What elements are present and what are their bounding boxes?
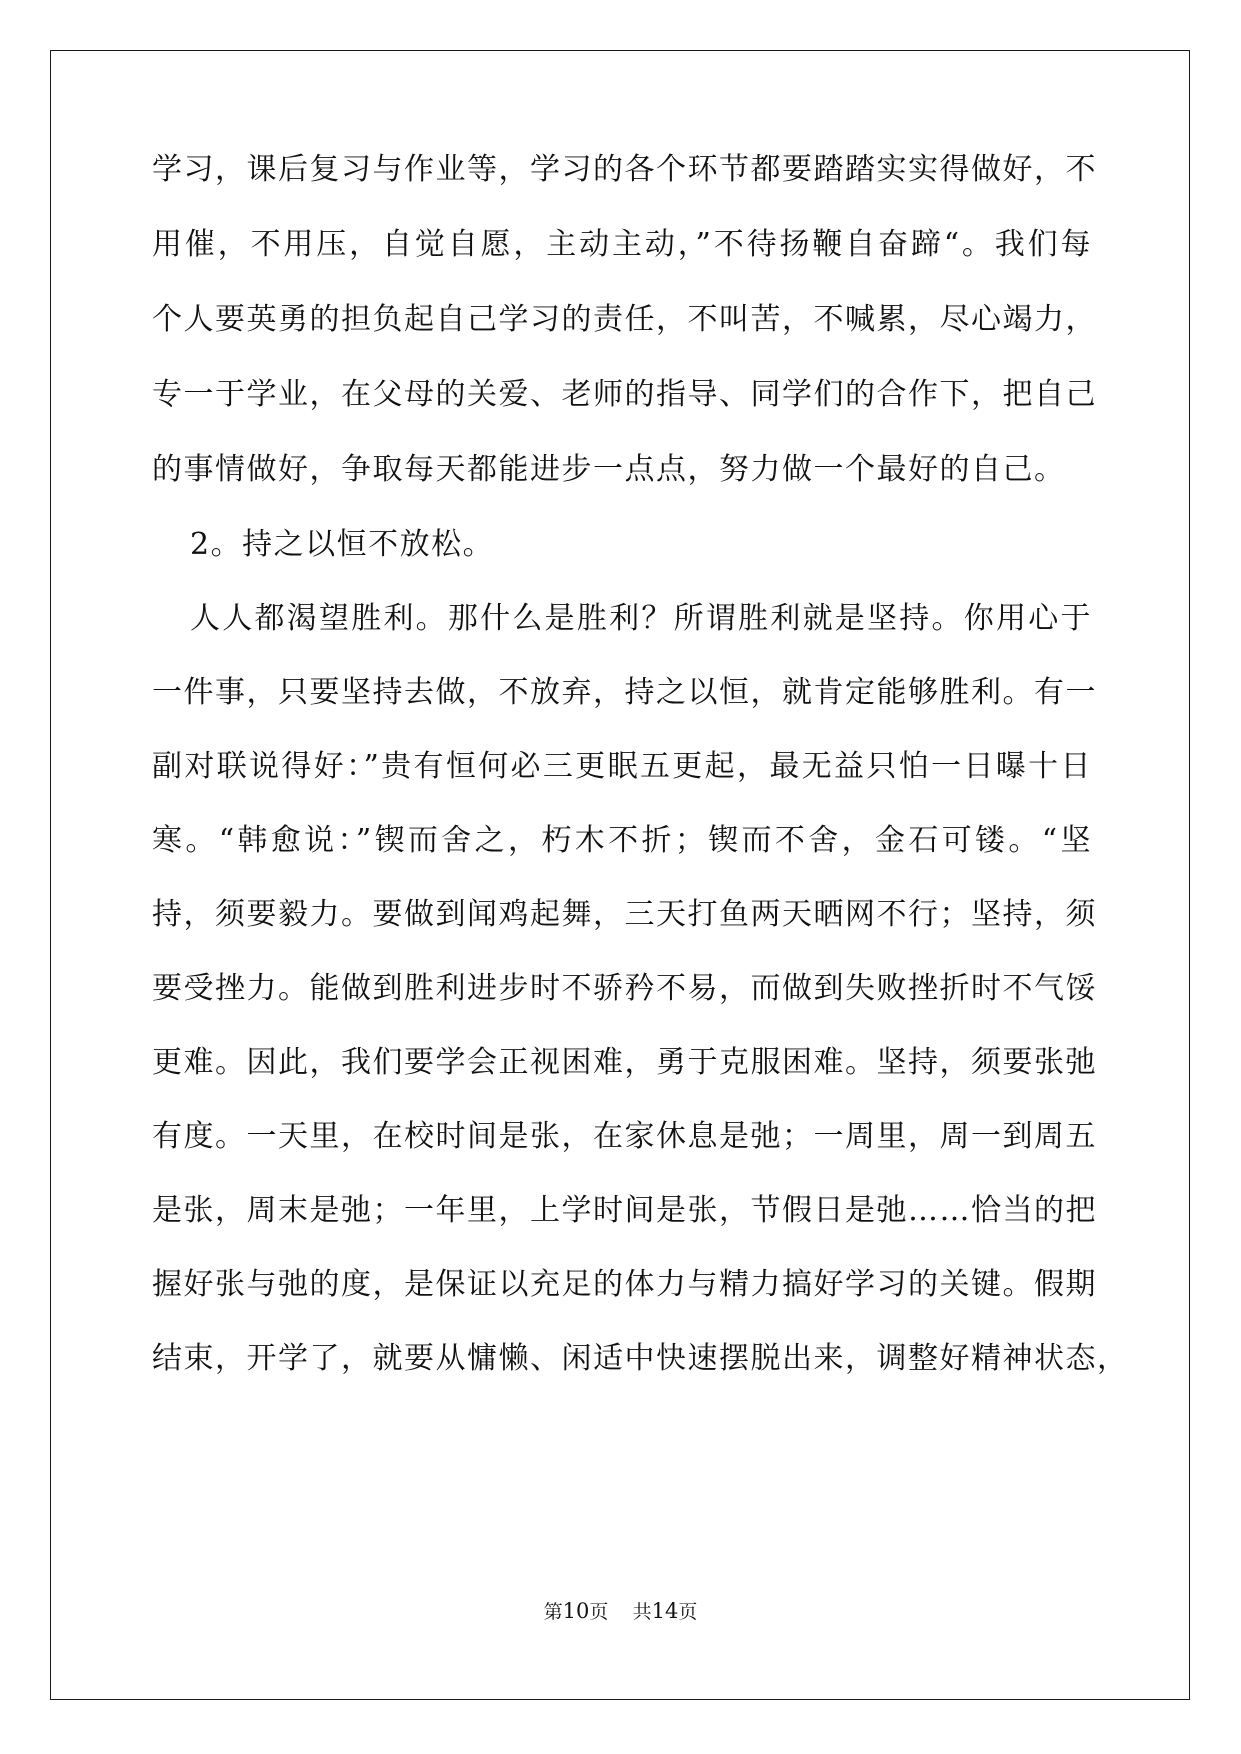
text-line: 专一于学业，在父母的关爱、老师的指导、同学们的合作下，把自己 — [152, 377, 1097, 412]
section-heading: 2。持之以恒不放松。 — [190, 527, 495, 562]
text-line: 要受挫力。能做到胜利进步时不骄矜不易，而做到失败挫折时不气馁 — [152, 971, 1097, 1006]
text-line: 用催，不用压，自觉自愿，主动主动，”不待扬鞭自奋蹄“。我们每 — [152, 227, 1092, 262]
footer-middle: 页 共 — [589, 1601, 652, 1623]
total-pages-number: 14 — [651, 1599, 679, 1623]
text-line: 更难。因此，我们要学会正视困难，勇于克服困难。坚持，须要张弛 — [152, 1045, 1097, 1080]
text-line: 结束，开学了，就要从慵懒、闲适中快速摆脱出来，调整好精神状态， — [152, 1341, 1129, 1376]
text-line: 有度。一天里，在校时间是张，在家休息是弛；一周里，周一到周五 — [152, 1119, 1097, 1154]
text-line: 是张，周末是弛；一年里，上学时间是张，节假日是弛……恰当的把 — [152, 1193, 1097, 1228]
footer-suffix: 页 — [678, 1601, 698, 1623]
footer-prefix: 第 — [543, 1601, 563, 1623]
current-page-number: 10 — [562, 1599, 590, 1623]
page-footer — [0, 1598, 1241, 1625]
text-line: 握好张与弛的度，是保证以充足的体力与精力搞好学习的关键。假期 — [152, 1267, 1097, 1302]
text-line: 个人要英勇的担负起自己学习的责任，不叫苦，不喊累，尽心竭力， — [152, 302, 1097, 337]
text-line: 人人都渴望胜利。那什么是胜利？所谓胜利就是坚持。你用心于 — [190, 601, 1092, 636]
text-line: 一件事，只要坚持去做，不放弃，持之以恒，就肯定能够胜利。有一 — [152, 675, 1097, 710]
text-line: 的事情做好，争取每天都能进步一点点，努力做一个最好的自己。 — [152, 452, 1066, 487]
text-line: 持，须要毅力。要做到闻鸡起舞，三天打鱼两天晒网不行；坚持，须 — [152, 897, 1097, 932]
text-line: 寒。“韩愈说：”锲而舍之，朽木不折；锲而不舍，金石可镂。“坚 — [152, 823, 1092, 858]
text-line: 副对联说得好：”贵有恒何必三更眠五更起，最无益只怕一日曝十日 — [152, 749, 1092, 784]
text-line: 学习，课后复习与作业等，学习的各个环节都要踏踏实实得做好，不 — [152, 152, 1097, 187]
